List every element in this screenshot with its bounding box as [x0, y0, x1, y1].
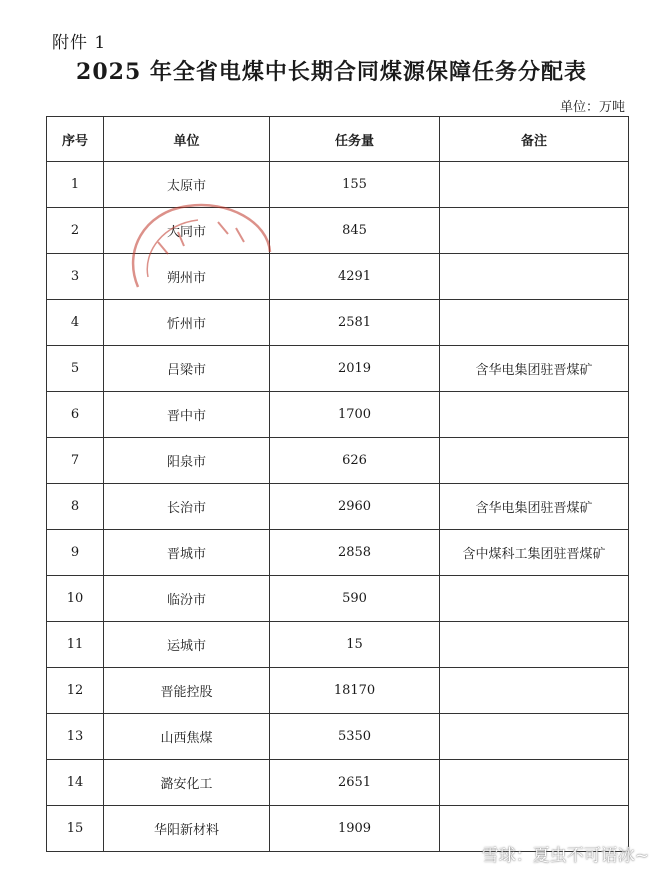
cell-unit: 阳泉市 [104, 438, 270, 484]
cell-task: 15 [270, 622, 440, 668]
table-row [47, 300, 629, 346]
cell-no: 14 [47, 760, 104, 806]
header-no: 序号 [47, 117, 104, 162]
cell-task: 590 [270, 576, 440, 622]
cell-no: 9 [47, 530, 104, 576]
table-row [47, 760, 629, 806]
cell-task: 4291 [270, 254, 440, 300]
table-row [47, 576, 629, 622]
unit-note: 单位：万吨 [559, 100, 625, 115]
table-row [47, 622, 629, 668]
cell-no: 7 [47, 438, 104, 484]
cell-task: 5350 [270, 714, 440, 760]
cell-no: 15 [47, 806, 104, 852]
cell-task: 155 [270, 162, 440, 208]
cell-note [440, 300, 629, 346]
cell-task: 626 [270, 438, 440, 484]
table-row [47, 530, 629, 576]
table-body [47, 162, 629, 852]
cell-no: 2 [47, 208, 104, 254]
cell-task: 18170 [270, 668, 440, 714]
cell-no: 1 [47, 162, 104, 208]
cell-unit: 华阳新材料 [104, 806, 270, 852]
cell-note [440, 208, 629, 254]
cell-no: 6 [47, 392, 104, 438]
table-row [47, 162, 629, 208]
cell-unit: 吕梁市 [104, 346, 270, 392]
header-unit: 单位 [104, 117, 270, 162]
cell-unit: 晋能控股 [104, 668, 270, 714]
table-row [47, 668, 629, 714]
cell-no: 4 [47, 300, 104, 346]
cell-unit: 大同市 [104, 208, 270, 254]
cell-task: 1909 [270, 806, 440, 852]
cell-no: 11 [47, 622, 104, 668]
cell-note [440, 162, 629, 208]
table-row [47, 392, 629, 438]
cell-note [440, 622, 629, 668]
cell-no: 12 [47, 668, 104, 714]
cell-note [440, 392, 629, 438]
table-row [47, 438, 629, 484]
table-row [47, 714, 629, 760]
cell-no: 13 [47, 714, 104, 760]
cell-unit: 潞安化工 [104, 760, 270, 806]
header-row [47, 117, 629, 162]
cell-note: 含中煤科工集团驻晋煤矿 [440, 530, 629, 576]
cell-note [440, 438, 629, 484]
cell-no: 5 [47, 346, 104, 392]
table-header [47, 117, 629, 162]
cell-unit: 忻州市 [104, 300, 270, 346]
table-row [47, 254, 629, 300]
cell-unit: 山西焦煤 [104, 714, 270, 760]
header-task: 任务量 [270, 117, 440, 162]
table-row [47, 346, 629, 392]
document-title: 2025 年全省电煤中长期合同煤源保障任务分配表 [76, 59, 587, 85]
cell-no: 8 [47, 484, 104, 530]
allocation-table [46, 116, 629, 852]
cell-task: 845 [270, 208, 440, 254]
cell-unit: 晋中市 [104, 392, 270, 438]
cell-note [440, 714, 629, 760]
cell-note [440, 668, 629, 714]
cell-unit: 临汾市 [104, 576, 270, 622]
cell-note [440, 576, 629, 622]
watermark: 雪球：夏虫不可语冰~ [481, 846, 649, 866]
cell-unit: 太原市 [104, 162, 270, 208]
cell-no: 3 [47, 254, 104, 300]
table-row [47, 484, 629, 530]
cell-unit: 晋城市 [104, 530, 270, 576]
cell-unit: 运城市 [104, 622, 270, 668]
cell-note: 含华电集团驻晋煤矿 [440, 484, 629, 530]
attachment-label: 附件 1 [52, 33, 107, 53]
cell-note [440, 254, 629, 300]
cell-task: 2960 [270, 484, 440, 530]
cell-unit: 长治市 [104, 484, 270, 530]
cell-no: 10 [47, 576, 104, 622]
cell-task: 2581 [270, 300, 440, 346]
cell-task: 2858 [270, 530, 440, 576]
cell-task: 2019 [270, 346, 440, 392]
cell-note [440, 760, 629, 806]
cell-note: 含华电集团驻晋煤矿 [440, 346, 629, 392]
cell-unit: 朔州市 [104, 254, 270, 300]
cell-task: 1700 [270, 392, 440, 438]
cell-task: 2651 [270, 760, 440, 806]
table-row [47, 208, 629, 254]
header-note: 备注 [440, 117, 629, 162]
